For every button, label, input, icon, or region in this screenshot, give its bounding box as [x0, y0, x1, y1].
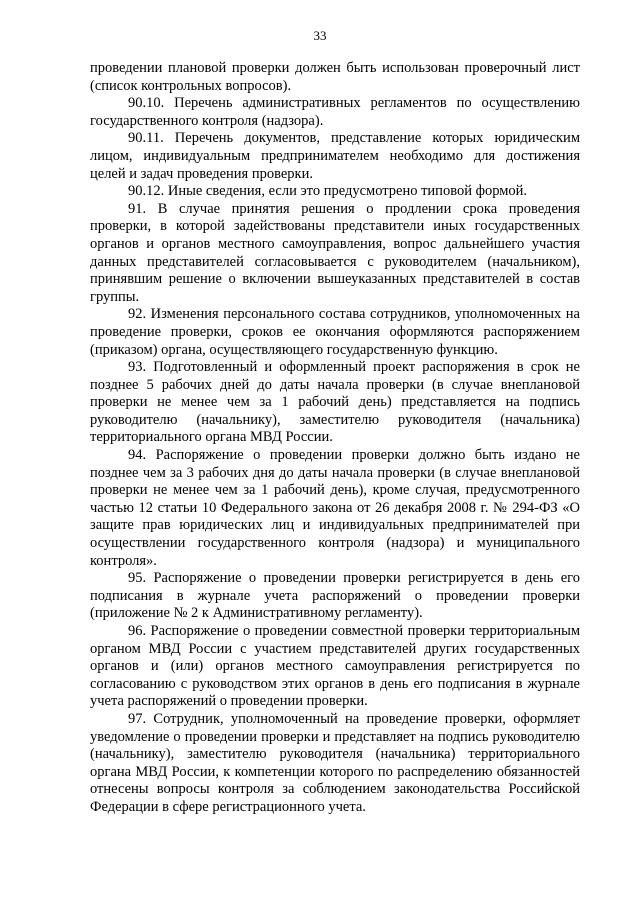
paragraph-90-12: 90.12. Иные сведения, если это предусмотрено типовой формой.	[128, 183, 528, 200]
paragraph-90-11: 90.11. Перечень документов, представление которых юридическим лицом, индивидуальным предпринимателем необходимо для достижения целей и задач проведения проверки.	[90, 130, 580, 182]
paragraph-91: 91. В случае принятия решения о продлении срока проведения проверки, в которой задействованы представители иных государственных органов и органов местного самоуправления, вопрос дальнейшего участия данных представителей согласовывается с руководителем (начальником), принявшим решение о включении вышеуказанных представителей в состав группы.	[90, 200, 580, 305]
paragraph-96: 96. Распоряжение о проведении совместной проверки территориальным органом МВД России с участием представителей других государственных органов и (или) органов местного самоуправления регистрируется по согласованию с руководством этих органов в день его подписания в журнале учета распоряжений о проведении проверки.	[90, 623, 580, 710]
paragraph-94: 94. Распоряжение о проведении проверки должно быть издано не позднее чем за 3 рабочих дня до даты начала проверки (в случае внеплановой проверки не менее чем за 1 рабочий день), кроме случая, предусмотренного частью 12 статьи 10 Федерального закона от 26 декабря 2008 г. № 294-ФЗ «О защите прав юридических лиц и индивидуальных предпринимателей при осуществлении государственного контроля (надзора) и муниципального контроля».	[90, 447, 580, 569]
paragraph-90-10: 90.10. Перечень административных регламентов по осуществлению государственного контроля (надзора).	[90, 95, 580, 129]
paragraph-93: 93. Подготовленный и оформленный проект распоряжения в срок не позднее 5 рабочих дней до даты начала проверки (в случае внеплановой проверки не менее чем за 1 рабочий день) представляется на подпись руководителю (начальнику), заместителю руководителя (начальника) территориального органа МВД России.	[90, 359, 580, 446]
paragraph-97: 97. Сотрудник, уполномоченный на проведение проверки, оформляет уведомление о проведении проверки и представляет на подпись руководителю (начальнику), заместителю руководителя (начальника) территориального органа МВД России, к компетенции которого по распределению обязанностей отнесены вопросы контроля за соблюдением законодательства Российской Федерации в сфере регистрационного учета.	[90, 710, 580, 815]
paragraph-95: 95. Распоряжение о проведении проверки регистрируется в день его подписания в журнале учета распоряжений о проведении проверки (приложение № 2 к Административному регламенту).	[90, 570, 580, 622]
paragraph-92: 92. Изменения персонального состава сотрудников, уполномоченных на проведение проверки, сроков ее окончания оформляются распоряжением (приказом) органа, осуществляющего государственную функцию.	[90, 306, 580, 358]
paragraph-continuation: проведении плановой проверки должен быть использован проверочный лист (список контрольных вопросов).	[90, 60, 580, 94]
document-body	[90, 60, 580, 817]
page-number: 33	[313, 28, 327, 43]
